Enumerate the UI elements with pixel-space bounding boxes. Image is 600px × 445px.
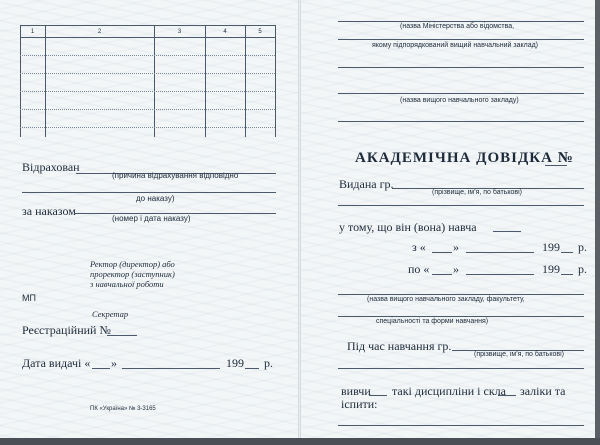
registration-line xyxy=(107,335,137,336)
from-year: 199 xyxy=(542,240,560,254)
name-caption-2: (прізвище, ім'я, по батькові) xyxy=(474,351,564,358)
document-title: АКАДЕМІЧНА ДОВІДКА № xyxy=(355,150,574,166)
exams-label: іспити: xyxy=(341,397,378,411)
to-year-line xyxy=(561,274,573,275)
name-caption: (прізвище, ім'я, по батькові) xyxy=(432,189,522,196)
subordinate-line xyxy=(338,39,584,40)
rector-line-2: проректор (заступник) xyxy=(90,269,175,279)
studied-label: у тому, що він (вона) навча xyxy=(339,220,477,234)
page-fold xyxy=(298,0,301,445)
table-row-line xyxy=(20,55,275,56)
expelled-label: Відрахован xyxy=(22,160,80,174)
expelled-caption: (причина відрахування відповідно xyxy=(112,171,239,180)
from-close: » xyxy=(453,240,459,254)
table-header-border xyxy=(20,37,275,38)
to-close: » xyxy=(453,262,459,276)
institution-caption: (назва вищого навчального закладу) xyxy=(400,97,519,104)
institution-line-3 xyxy=(338,121,584,122)
rector-line-1: Ректор (директор) або xyxy=(90,259,175,269)
rector-line-3: з навчальної роботи xyxy=(90,279,164,289)
table-row-line xyxy=(20,73,275,74)
from-year-line xyxy=(561,252,573,253)
table-header-1: 1 xyxy=(30,29,35,35)
issue-date-label: Дата видачі « xyxy=(22,356,91,370)
to-day-line xyxy=(432,274,452,275)
subjects-suffix-line xyxy=(498,395,516,396)
issued-to-label: Видана гр. xyxy=(339,177,394,191)
order-label: за наказом xyxy=(22,204,76,218)
secretary-label: Секретар xyxy=(92,309,129,319)
table-header-5: 5 xyxy=(258,29,262,35)
to-month-line xyxy=(466,274,534,275)
issue-year-line xyxy=(245,368,259,369)
scan-edge-right xyxy=(595,0,600,445)
table-row-line xyxy=(20,109,275,110)
table-right-border xyxy=(275,25,276,137)
from-year-suffix: р. xyxy=(578,240,587,254)
ministry-caption: (назва Міністерства або відомства, xyxy=(400,23,515,30)
to-year-suffix: р. xyxy=(578,262,587,276)
from-label: з « xyxy=(412,240,426,254)
during-study-label: Під час навчання гр. xyxy=(347,339,452,353)
issue-year: 199 xyxy=(226,356,244,370)
table-col-divider xyxy=(45,25,46,137)
to-year: 199 xyxy=(542,262,560,276)
registration-label: Реєстраційний № xyxy=(22,323,111,337)
issue-month-line xyxy=(122,368,220,369)
table-col-divider xyxy=(245,25,246,137)
issue-date-close: » xyxy=(111,356,117,370)
issue-year-suffix: р. xyxy=(264,356,273,370)
document-number-line xyxy=(545,165,567,166)
printer-mark: ПК «Україна» № 3-3165 xyxy=(90,406,156,412)
subordinate-caption: якому підпорядкований вищий навчальний заклад) xyxy=(372,42,539,49)
table-header-3: 3 xyxy=(177,29,182,35)
table-left-border xyxy=(20,25,21,137)
during-study-line-2 xyxy=(338,368,584,369)
expelled-reason-line-2 xyxy=(22,192,276,193)
specialty-caption: спеціальності та форми навчання) xyxy=(376,318,489,325)
table-row-line xyxy=(20,127,275,128)
scan-edge-bottom xyxy=(0,438,600,445)
expelled-caption-2: до наказу) xyxy=(136,194,175,203)
table-header-2: 2 xyxy=(97,29,102,35)
from-day-line xyxy=(432,252,452,253)
to-label: по « xyxy=(408,262,430,276)
studied-suffix-line xyxy=(493,231,521,232)
stamp-label: МП xyxy=(22,293,36,303)
table-top-border xyxy=(20,25,275,26)
order-caption: (номер і дата наказу) xyxy=(112,214,191,223)
credits-label: заліки та xyxy=(520,384,566,398)
issue-day-line xyxy=(92,368,110,369)
institution-line xyxy=(338,67,584,68)
ministry-line xyxy=(338,21,584,22)
studied-subjects-label: вивчи xyxy=(341,384,371,398)
from-month-line xyxy=(466,252,534,253)
table-header-4: 4 xyxy=(223,29,227,35)
specialty-line xyxy=(338,316,584,317)
exams-line xyxy=(338,425,584,426)
table-col-divider xyxy=(205,25,206,137)
institution-line-2 xyxy=(338,93,584,94)
studied-suffix-line-2 xyxy=(369,395,387,396)
table-col-divider xyxy=(154,25,155,137)
subjects-label: такі дисципліни і скла xyxy=(392,384,506,398)
faculty-line xyxy=(338,294,584,295)
table-row-line xyxy=(20,91,275,92)
issued-to-line-2 xyxy=(338,205,584,206)
faculty-caption: (назва вищого навчального закладу, факультету, xyxy=(367,296,525,303)
